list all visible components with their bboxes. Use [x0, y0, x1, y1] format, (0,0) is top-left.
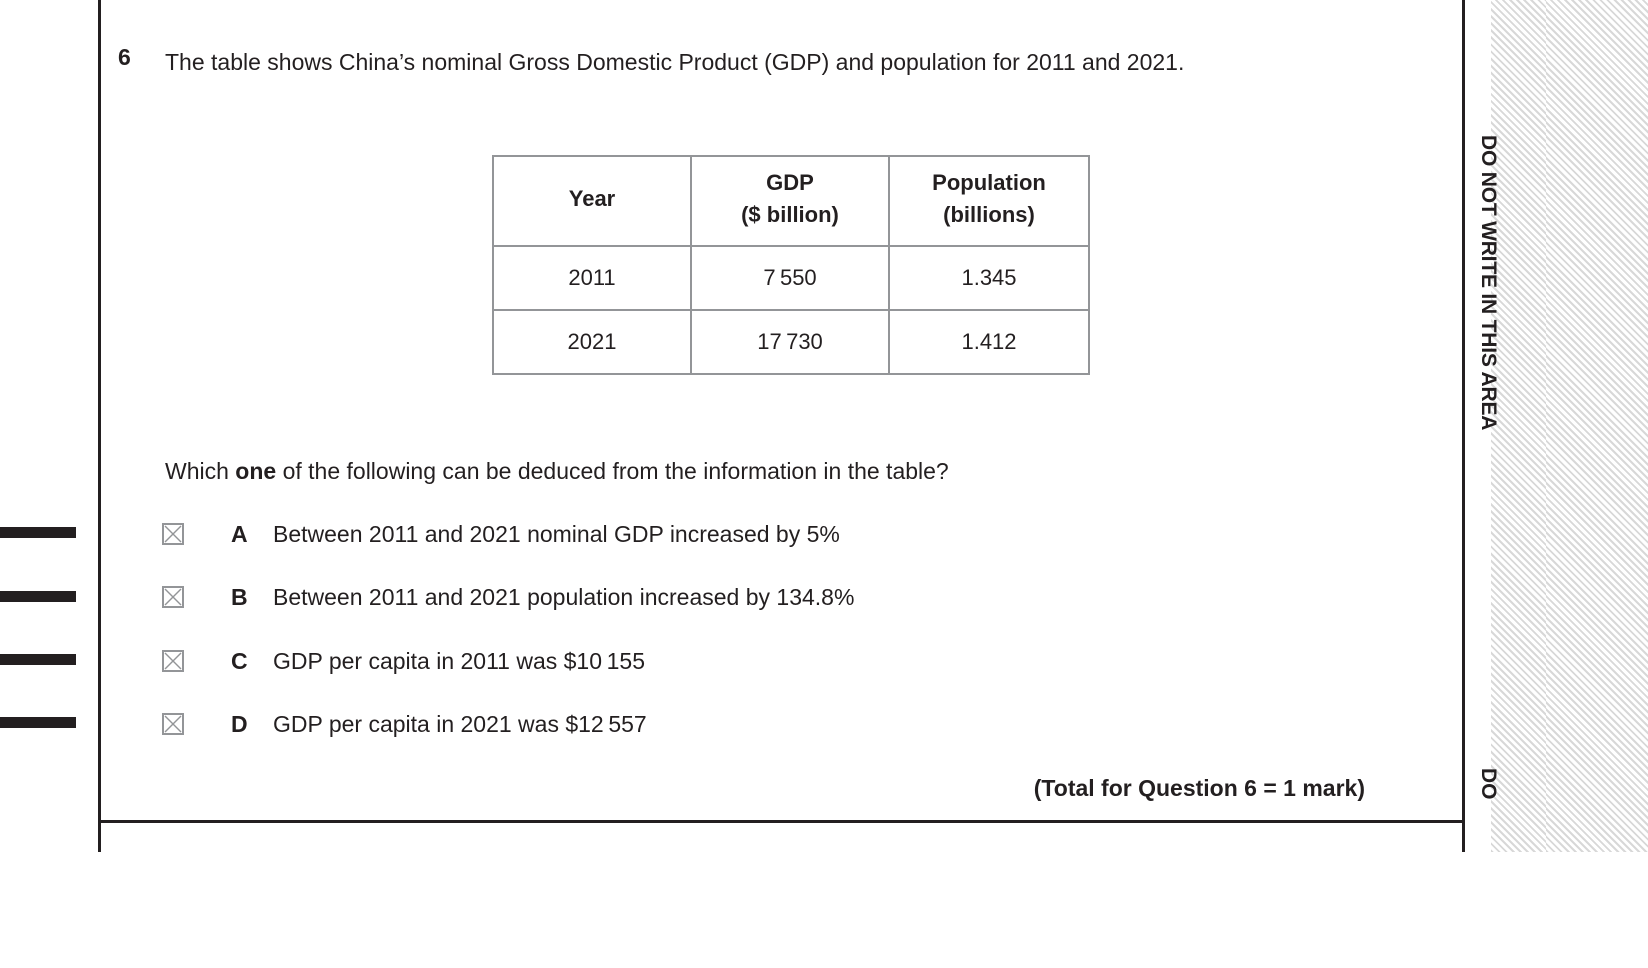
option-c-letter: C — [231, 648, 248, 674]
option-b-text: Between 2011 and 2021 population increased by 134.8% — [273, 584, 855, 610]
checkbox-c[interactable] — [162, 650, 184, 672]
option-a[interactable] — [162, 521, 1362, 553]
option-c[interactable] — [162, 648, 1362, 680]
do-not-write-area-strip-outer — [1546, 0, 1648, 852]
column-header-gdp — [691, 156, 889, 246]
option-b-letter: B — [231, 584, 248, 610]
cell-year-2021: 2021 — [493, 310, 691, 374]
option-b[interactable] — [162, 584, 1362, 616]
table-header-row — [493, 156, 1089, 246]
cell-year-2011: 2011 — [493, 246, 691, 310]
page-border-right — [1462, 0, 1465, 852]
margin-tick — [0, 591, 76, 602]
column-header-gdp-line2: ($ billion) — [741, 201, 839, 227]
column-header-population-line2: (billions) — [943, 201, 1035, 227]
do-not-write-label-partial: DO — [1477, 768, 1500, 800]
cell-population-2011: 1.345 — [889, 246, 1089, 310]
question-stem: The table shows China’s nominal Gross Domestic Product (GDP) and population for 2011 and 2021. — [165, 49, 1185, 75]
option-a-letter: A — [231, 521, 248, 547]
option-d-text: GDP per capita in 2021 was $12 557 — [273, 711, 647, 737]
cell-gdp-2011: 7 550 — [691, 246, 889, 310]
column-header-population — [889, 156, 1089, 246]
checkbox-b[interactable] — [162, 586, 184, 608]
column-header-year — [493, 156, 691, 246]
prompt-part-2: of the following can be deduced from the information in the table? — [276, 458, 949, 484]
do-not-write-label: DO NOT WRITE IN THIS AREA — [1477, 135, 1500, 431]
column-header-gdp-line1: GDP — [766, 170, 814, 195]
prompt-part-1: Which — [165, 458, 236, 484]
gdp-population-table — [492, 155, 1090, 375]
margin-tick — [0, 717, 76, 728]
option-c-text: GDP per capita in 2011 was $10 155 — [273, 648, 645, 674]
checkbox-d[interactable] — [162, 713, 184, 735]
option-d-letter: D — [231, 711, 248, 737]
question-prompt — [165, 458, 949, 485]
column-header-population-line1: Population — [932, 170, 1046, 195]
margin-tick — [0, 654, 76, 665]
page-border-left — [98, 0, 101, 852]
option-d[interactable] — [162, 711, 1362, 743]
checkbox-a[interactable] — [162, 523, 184, 545]
cell-gdp-2021: 17 730 — [691, 310, 889, 374]
question-number: 6 — [118, 44, 131, 70]
total-marks-label: (Total for Question 6 = 1 mark) — [1033, 775, 1365, 801]
question-content — [118, 0, 1448, 852]
table-row — [493, 310, 1089, 374]
prompt-emphasis: one — [235, 458, 277, 484]
column-header-year-line1: Year — [568, 185, 616, 211]
margin-tick — [0, 527, 76, 538]
table-row — [493, 246, 1089, 310]
cell-population-2021: 1.412 — [889, 310, 1089, 374]
option-a-text: Between 2011 and 2021 nominal GDP increased by 5% — [273, 521, 840, 547]
